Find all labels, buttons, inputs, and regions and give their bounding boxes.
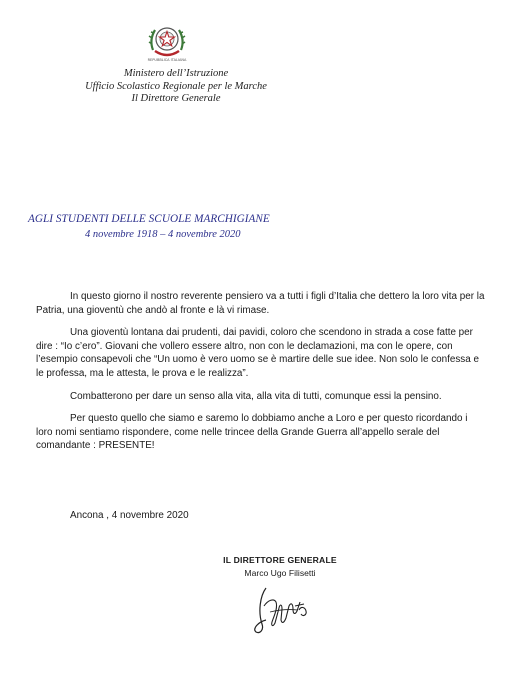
office-name: Ufficio Scolastico Regionale per le Marche <box>85 80 267 92</box>
signatory-name: Marco Ugo Filisetti <box>244 568 316 578</box>
letter-body <box>36 290 486 462</box>
paragraph: Una gioventù lontana dai prudenti, dai pavidi, coloro che scendono in strada a cose fatte per dire : “Io c’ero”. Giovani che vollero essere altro, non con le declamazioni, ma con le opere, con l’esempio consapevoli che “Un uomo è vero uomo se è martire delle sue idee. Non solo le confessa e le professa, ma le attesta, le prova e le realizza”. <box>36 327 479 379</box>
svg-text:REPUBBLICA ITALIANA: REPUBBLICA ITALIANA <box>147 58 187 62</box>
letter-dates: 4 novembre 1918 – 4 novembre 2020 <box>85 229 241 240</box>
letter-heading <box>28 212 328 242</box>
place-and-date: Ancona , 4 novembre 2020 <box>70 510 189 521</box>
director-title: Il Direttore Generale <box>131 93 221 104</box>
ministry-name: Ministero dell’Istruzione <box>123 68 229 79</box>
letter-title: AGLI STUDENTI DELLE SCUOLE MARCHIGIANE <box>28 213 270 225</box>
paragraph: In questo giorno il nostro reverente pensiero va a tutti i figli d’Italia che dettero la loro vita per la Patria, una gioventù che andò al fronte e là vi rimase. <box>36 291 485 316</box>
letterhead <box>76 68 276 106</box>
signatory-role: IL DIRETTORE GENERALE <box>223 555 337 565</box>
paragraph: Per questo quello che siamo e saremo lo dobbiamo anche a Loro e per questo ricordando i loro nomi sentiamo rispondere, come nelle trincee della Grande Guerra all’appello serale del comandante : PRESENTE! <box>36 413 468 452</box>
italian-republic-emblem-icon <box>147 20 187 62</box>
handwritten-signature <box>248 582 318 638</box>
paragraph: Combatterono per dare un senso alla vita, alla vita di tutti, comunque essi la pensino. <box>70 390 442 402</box>
